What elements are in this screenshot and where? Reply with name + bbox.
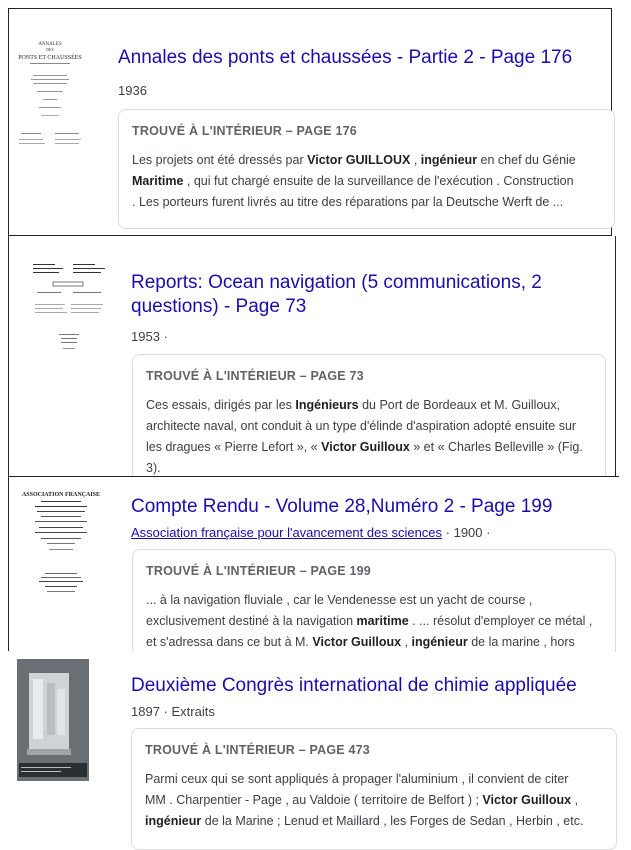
snippet-segment: de la Marine ; Lenud et Maillard , les Forges de Sedan , Herbin , etc. <box>201 814 584 828</box>
result-title-link[interactable]: Deuxième Congrès international de chimie appliquée <box>131 675 577 696</box>
snippet-segment: et s'adressa dans ce but à M. <box>146 635 313 649</box>
found-inside-label: TROUVÉ À L'INTÉRIEUR – PAGE 176 <box>132 124 357 138</box>
snippet-text <box>145 769 583 832</box>
book-cover-icon <box>31 260 109 372</box>
result-card-2 <box>8 236 616 477</box>
result-title-link[interactable]: Annales des ponts et chaussées - Partie 2 - Page 176 <box>118 47 573 68</box>
snippet-segment: , qui fut chargé ensuite de la surveillance de l'exécution . Construction <box>183 174 574 188</box>
book-cover-icon <box>19 487 103 605</box>
snippet-segment: , <box>401 635 412 649</box>
book-cover-icon <box>15 35 85 161</box>
snippet-segment: Ces essais, dirigés par les <box>146 398 296 412</box>
found-inside-label: TROUVÉ À L'INTÉRIEUR – PAGE 199 <box>146 564 371 578</box>
snippet-segment: exclusivement destiné à la navigation <box>146 614 357 628</box>
found-inside-label: TROUVÉ À L'INTÉRIEUR – PAGE 473 <box>145 743 370 757</box>
highlighted-term: maritime <box>356 614 409 628</box>
result-card-4 <box>8 652 622 836</box>
snippet-segment: , <box>571 793 579 807</box>
svg-text:ASSOCIATION FRANÇAISE: ASSOCIATION FRANÇAISE <box>21 492 101 498</box>
highlighted-term: Victor Guilloux <box>321 440 410 454</box>
book-cover-thumbnail[interactable] <box>15 35 85 161</box>
result-card-1 <box>8 8 612 236</box>
result-year: · 1900 · <box>442 525 491 540</box>
found-inside-label: TROUVÉ À L'INTÉRIEUR – PAGE 73 <box>146 369 364 383</box>
highlighted-term: ingénieur <box>420 153 478 167</box>
result-meta: 1953 · <box>131 329 168 344</box>
highlighted-term: Maritime <box>132 174 184 188</box>
book-cover-thumbnail[interactable] <box>31 260 109 372</box>
snippet-segment: les dragues « Pierre Lefort », « <box>146 440 322 454</box>
snippet-segment: de la marine , hors <box>467 635 575 649</box>
snippet-segment: Les projets ont été dressés par <box>132 153 308 167</box>
book-photo-thumbnail[interactable] <box>17 659 89 781</box>
result-meta: 1936 <box>118 83 147 98</box>
snippet-segment: » et « Charles Belleville » (Fig. <box>409 440 583 454</box>
snippet-box <box>131 728 617 850</box>
svg-text:DES: DES <box>46 47 54 52</box>
snippet-segment: MM . Charpentier - Page , au Valdoie ( territoire de Belfort ) ; <box>145 793 483 807</box>
highlighted-term: Victor Guilloux <box>482 793 572 807</box>
svg-text:PONTS ET CHAUSSÉES: PONTS ET CHAUSSÉES <box>18 55 82 61</box>
result-meta <box>131 525 490 540</box>
snippet-segment: . Les porteurs furent livrés au titre des réparations par la Deutsche Werft de ... <box>132 195 564 209</box>
result-meta: 1897 · Extraits <box>131 704 215 719</box>
highlighted-term: Victor Guilloux <box>312 635 402 649</box>
snippet-text <box>132 150 576 213</box>
snippet-segment: du Port de Bordeaux et M. Guilloux, <box>358 398 561 412</box>
highlighted-term: ingénieur <box>411 635 468 649</box>
snippet-box <box>118 109 615 229</box>
snippet-segment: en chef du Génie <box>477 153 576 167</box>
snippet-segment: architecte naval, ont conduit à un type d'élinde d'aspiration adopté ensuite sur <box>146 419 577 433</box>
snippet-segment: . ... résolut d'employer ce métal , <box>408 614 593 628</box>
snippet-segment: 3). <box>146 461 161 475</box>
snippet-segment: ... à la navigation fluviale , car le Vendenesse est un yacht de course , <box>146 593 533 607</box>
snippet-text <box>146 395 583 479</box>
result-title-link[interactable]: Compte Rendu - Volume 28,Numéro 2 - Page 199 <box>131 496 553 517</box>
highlighted-term: ingénieur <box>145 814 202 828</box>
highlighted-term: Ingénieurs <box>295 398 359 412</box>
snippet-segment: Parmi ceux qui se sont appliqués à propager l'aluminium , il convient de citer <box>145 772 569 786</box>
publisher-link[interactable]: Association française pour l'avancement des sciences <box>131 525 443 540</box>
result-title-link[interactable]: Reports: Ocean navigation (5 communications, 2 questions) - Page 73 <box>131 272 542 317</box>
highlighted-term: Victor GUILLOUX <box>307 153 411 167</box>
svg-text:ANNALES: ANNALES <box>38 42 62 47</box>
book-cover-thumbnail[interactable] <box>19 487 103 605</box>
apparatus-photo-icon <box>17 659 89 781</box>
snippet-box <box>132 354 606 486</box>
result-card-3 <box>8 476 619 651</box>
snippet-segment: , <box>410 153 421 167</box>
